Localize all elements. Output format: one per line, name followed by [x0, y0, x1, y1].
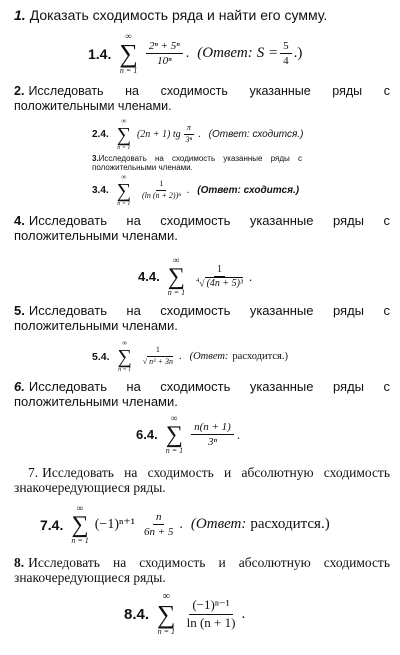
- radical-icon: √: [199, 278, 205, 290]
- problem-4-number: 4.: [14, 213, 25, 228]
- sum-sign: [119, 32, 138, 75]
- radical-icon: √: [142, 357, 148, 366]
- answer: (Ответ: сходится.): [197, 185, 300, 196]
- formula-4-4-label: 4.4.: [138, 269, 160, 284]
- root-index: 4: [196, 277, 200, 284]
- formula-8-4-label: 8.4.: [124, 605, 150, 623]
- period: .: [178, 351, 182, 362]
- problem-1-text: Доказать сходимость ряда и найти его сумму.: [29, 7, 328, 23]
- formula-1-4-label: 1.4.: [88, 45, 112, 62]
- sum-lower-limit: n = 1: [157, 627, 175, 636]
- sum-sign: [157, 592, 176, 636]
- answer-fraction: [280, 40, 292, 67]
- answer-value: расходится.): [250, 516, 330, 532]
- answer-label: (Ответ:: [197, 45, 253, 61]
- fraction: [139, 180, 184, 201]
- problem-6-number: 6.: [14, 379, 25, 394]
- sigma-symbol: ∑: [165, 422, 183, 448]
- period: .: [236, 426, 241, 442]
- sigma-symbol: ∑: [167, 264, 185, 290]
- numerator: 1: [156, 180, 166, 191]
- fraction: [191, 421, 234, 448]
- problem-4-text: Исследовать на сходимость указанные ряды с положительными членами.: [14, 213, 390, 243]
- problem-5-heading: [14, 304, 390, 333]
- sum-lower-limit: n = 1: [119, 66, 138, 75]
- sum-upper-limit: ∞: [173, 255, 180, 265]
- sum-sign: [166, 414, 183, 455]
- numerator: n(n + 1): [191, 421, 234, 435]
- answer-label: (Ответ:: [190, 516, 247, 532]
- denominator: [193, 277, 246, 289]
- numerator: 2ⁿ + 5ⁿ: [146, 40, 183, 54]
- sum-upper-limit: ∞: [162, 591, 170, 602]
- numerator: n: [153, 511, 165, 525]
- radicand: n³ + 3n: [149, 357, 173, 366]
- problem-2-heading: [14, 84, 390, 113]
- answer-numerator: 5: [280, 40, 292, 54]
- numerator: π: [184, 124, 194, 135]
- fraction: [184, 598, 239, 630]
- sum-upper-limit: ∞: [121, 173, 127, 181]
- problem-8-text: Исследовать на сходимость и абсолютную сходимость знакочередующиеся ряды.: [14, 555, 390, 585]
- problem-6-heading: [14, 380, 390, 409]
- sum-sign: [118, 340, 132, 373]
- problem-2-text: Исследовать на сходимость указанные ряды с положительными членами.: [14, 84, 390, 113]
- problem-5-text: Исследовать на сходимость указанные ряды с положительными членами.: [14, 303, 390, 333]
- formula-1-4: [88, 32, 302, 75]
- problem-3-number: 3.: [92, 154, 99, 163]
- fraction: [146, 40, 183, 67]
- formula-6-4: [136, 414, 240, 455]
- period: .: [249, 268, 253, 284]
- answer-label: (Ответ:: [189, 351, 229, 362]
- sigma-symbol: ∑: [157, 600, 176, 629]
- fraction: [140, 346, 176, 367]
- formula-3-4: [92, 174, 299, 207]
- answer-value: расходится.): [232, 351, 288, 362]
- problem-2-number: 2.: [14, 84, 25, 98]
- formula-5-4-label: 5.4.: [92, 350, 110, 363]
- sigma-symbol: ∑: [71, 512, 89, 538]
- problem-7-text: Исследовать на сходимость и абсолютную сходимость знакочередующиеся ряды.: [14, 465, 390, 495]
- answer-variable: S =: [256, 45, 279, 61]
- denominator: 10ⁿ: [157, 55, 172, 67]
- fraction: [193, 264, 246, 289]
- period: .: [241, 605, 246, 622]
- answer: (Ответ: сходится.): [208, 129, 304, 140]
- problem-1-number: 1.: [14, 7, 26, 23]
- sum-upper-limit: ∞: [121, 117, 127, 125]
- radicand: (4n + 5)³: [206, 278, 243, 290]
- sum-sign: [168, 256, 185, 297]
- sigma-symbol: ∑: [119, 39, 138, 68]
- sum-sign: [117, 174, 131, 207]
- period: .: [179, 516, 183, 532]
- formula-7-4: [40, 504, 330, 545]
- sum-lower-limit: n = 1: [117, 145, 131, 151]
- formula-6-4-label: 6.4.: [136, 427, 158, 442]
- numerator: 1: [153, 346, 163, 357]
- formula-5-4: [92, 340, 288, 373]
- period: .: [198, 129, 201, 140]
- sigma-symbol: ∑: [117, 346, 132, 368]
- problem-3-heading: [92, 154, 302, 172]
- sum-upper-limit: ∞: [76, 503, 84, 513]
- formula-4-4: [138, 256, 252, 297]
- sum-upper-limit: ∞: [125, 31, 132, 41]
- numerator: (−1)ⁿ⁻¹: [189, 598, 232, 614]
- problem-8-heading: [14, 556, 390, 585]
- denominator: ln (n + 1): [186, 614, 236, 630]
- denominator: 3ⁿ: [207, 436, 217, 448]
- problem-7-heading: [14, 466, 390, 495]
- sum-lower-limit: n = 1: [165, 446, 184, 455]
- sum-sign: [117, 118, 131, 151]
- sum-lower-limit: n = 1: [167, 288, 186, 297]
- denominator: [140, 357, 176, 367]
- problem-6-text: Исследовать на сходимость указанные ряды с положительными членами.: [14, 379, 390, 409]
- formula-2-4-label: 2.4.: [92, 129, 109, 140]
- fraction: [141, 511, 176, 538]
- formula-7-4-label: 7.4.: [40, 516, 64, 533]
- term-prefix: (−1)ⁿ⁺¹: [94, 517, 135, 532]
- denominator: 6n + 5: [143, 526, 174, 538]
- fraction: [183, 124, 196, 145]
- problem-7-number: 7.: [28, 465, 39, 480]
- sum-upper-limit: ∞: [122, 339, 128, 347]
- sum-lower-limit: n = 1: [71, 536, 89, 545]
- answer-denominator: 4: [283, 55, 289, 67]
- sum-lower-limit: n = 1: [117, 201, 131, 207]
- denominator: (ln (n + 2))ⁿ: [141, 191, 181, 200]
- problem-1-heading: [14, 8, 390, 23]
- sum-lower-limit: n = 1: [118, 367, 132, 373]
- sum-sign: [71, 504, 88, 545]
- problem-8-number: 8.: [14, 555, 25, 570]
- numerator: 1: [214, 264, 225, 277]
- denominator: 3ⁿ: [185, 135, 193, 144]
- period: .: [186, 185, 190, 196]
- problem-4-heading: [14, 214, 390, 243]
- problem-3-text: Исследовать на сходимость указанные ряды с положительными членами.: [92, 154, 302, 172]
- formula-8-4: [124, 592, 245, 636]
- sigma-symbol: ∑: [116, 180, 131, 202]
- term-prefix: (2n + 1) tg: [136, 129, 181, 140]
- formula-2-4: [92, 118, 303, 151]
- sigma-symbol: ∑: [116, 124, 131, 146]
- answer-close: .): [293, 45, 303, 61]
- sum-upper-limit: ∞: [171, 413, 178, 423]
- formula-3-4-label: 3.4.: [92, 185, 109, 196]
- period: .: [185, 45, 190, 61]
- problem-5-number: 5.: [14, 303, 25, 318]
